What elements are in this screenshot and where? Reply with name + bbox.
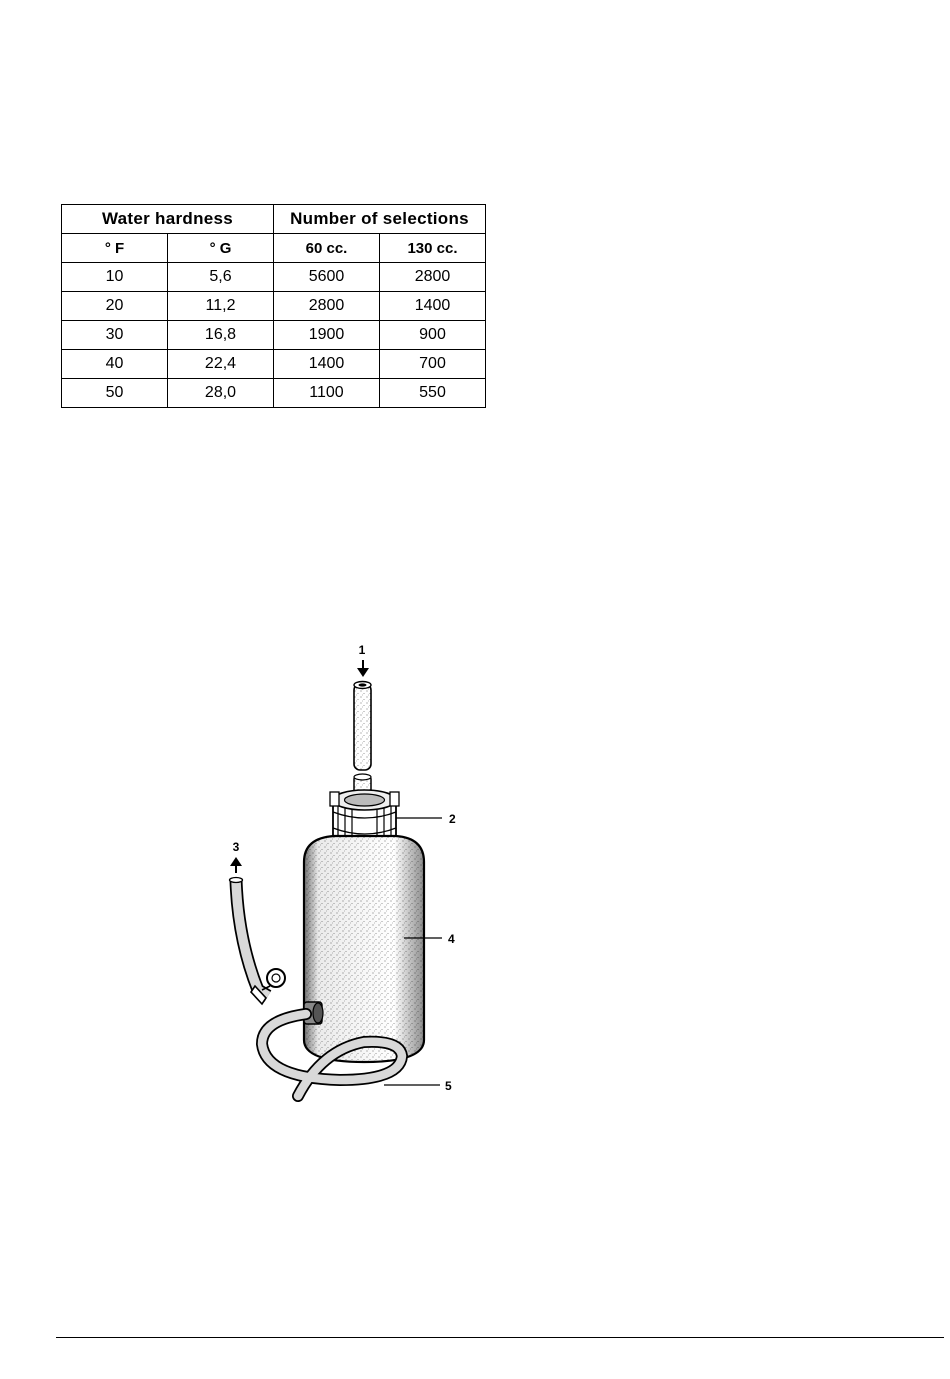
table-cell: 1100 (274, 379, 380, 408)
table-row (62, 379, 486, 408)
arrow-up-icon (230, 857, 242, 873)
water-hardness-table (61, 204, 486, 408)
table-cell: 550 (380, 379, 486, 408)
header-french-degrees: ° F (62, 234, 168, 263)
table-row (62, 263, 486, 292)
table-cell: 22,4 (168, 350, 274, 379)
header-130cc: 130 cc. (380, 234, 486, 263)
callout-2: 2 (449, 812, 456, 826)
table-cell: 900 (380, 321, 486, 350)
arrow-down-icon (357, 660, 369, 677)
callout-1: 1 (358, 643, 366, 657)
table-cell: 20 (62, 292, 168, 321)
table-cell: 28,0 (168, 379, 274, 408)
table-cell: 700 (380, 350, 486, 379)
table-cell: 2800 (274, 292, 380, 321)
header-60cc: 60 cc. (274, 234, 380, 263)
table-cell: 40 (62, 350, 168, 379)
top-tube (354, 682, 371, 771)
table-cell: 1400 (274, 350, 380, 379)
drain-hose (230, 878, 269, 997)
table-cell: 30 (62, 321, 168, 350)
table-cell: 1400 (380, 292, 486, 321)
header-number-of-selections: Number of selections (274, 205, 486, 234)
table-cell: 1900 (274, 321, 380, 350)
header-german-degrees: ° G (168, 234, 274, 263)
callout-4: 4 (448, 932, 455, 946)
bottle-body (304, 836, 424, 1062)
callout-5: 5 (445, 1079, 452, 1093)
footer-divider (56, 1337, 944, 1338)
table-cell: 5600 (274, 263, 380, 292)
table-cell: 11,2 (168, 292, 274, 321)
callout-3: 3 (232, 840, 240, 854)
table-row (62, 321, 486, 350)
table-row (62, 292, 486, 321)
table-cell: 50 (62, 379, 168, 408)
table-cell: 10 (62, 263, 168, 292)
header-water-hardness: Water hardness (62, 205, 274, 234)
table-cell: 16,8 (168, 321, 274, 350)
table-cell: 2800 (380, 263, 486, 292)
table-cell: 5,6 (168, 263, 274, 292)
water-softener-bottle-illustration (0, 630, 950, 1130)
table-row (62, 350, 486, 379)
